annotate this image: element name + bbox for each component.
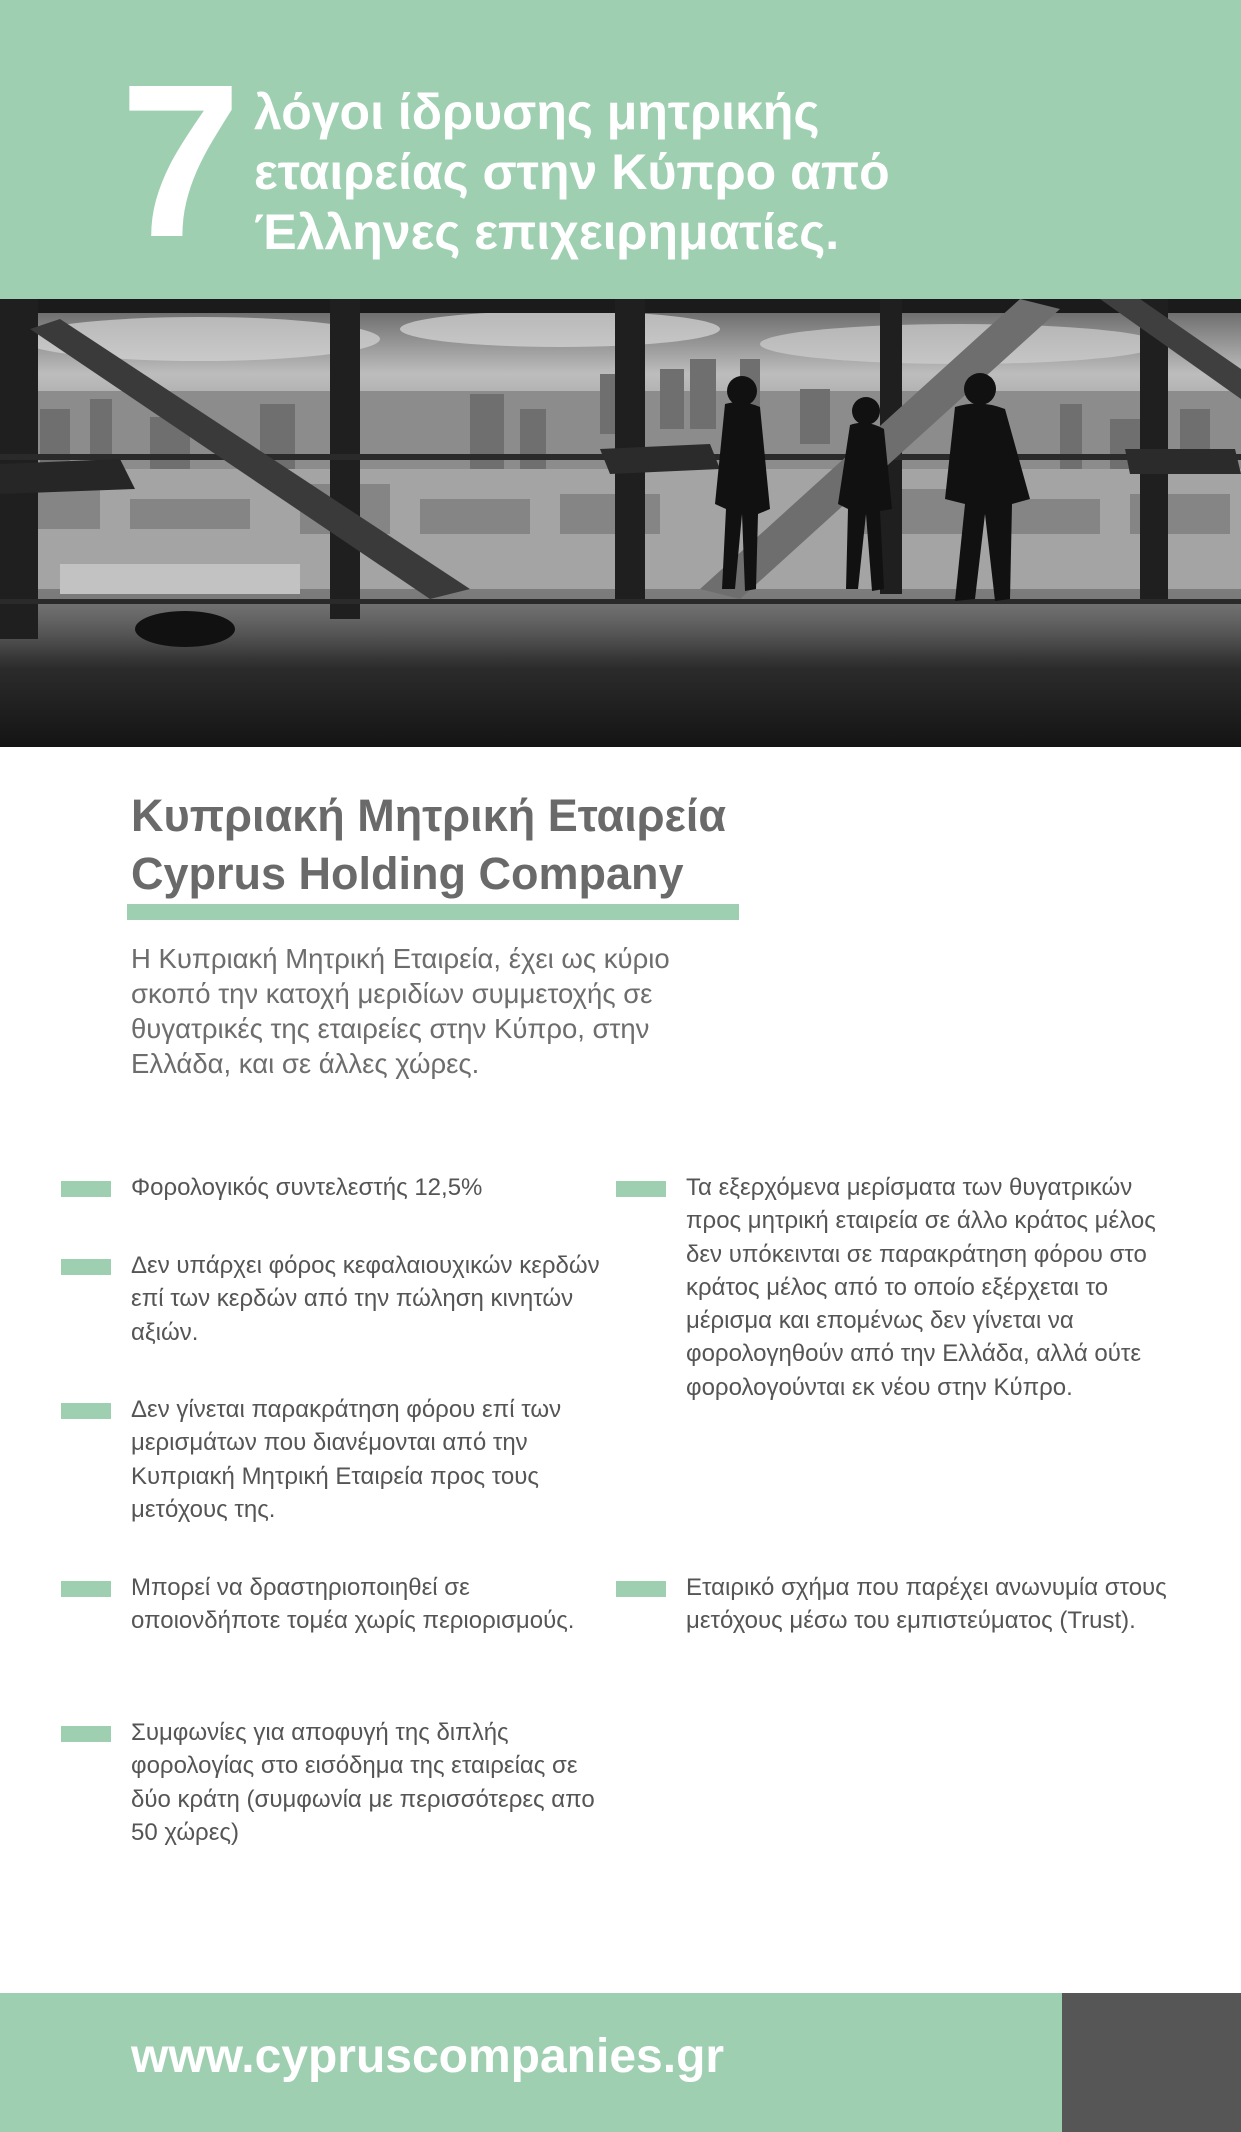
- bullet-marker: [616, 1181, 666, 1197]
- section-title: [131, 787, 771, 903]
- footer-dark-block: [1062, 1993, 1241, 2132]
- benefit-item: [61, 1249, 621, 1349]
- benefit-item: [616, 1571, 1176, 1638]
- bullet-marker: [61, 1181, 111, 1197]
- intro-paragraph: Η Κυπριακή Μητρική Εταιρεία, έχει ως κύριο σκοπό την κατοχή μεριδίων συμμετοχής σε θυγατρικές της εταιρείες στην Κύπρο, στην Ελλάδα, και σε άλλες χώρες.: [131, 943, 670, 1079]
- benefit-text: Δεν γίνεται παρακράτηση φόρου επί των μερισμάτων που διανέμονται από την Κυπριακή Μητρική Εταιρεία προς τους μετόχους της.: [131, 1396, 562, 1523]
- title-underline-bar: [127, 904, 739, 920]
- bullet-marker: [61, 1581, 111, 1597]
- benefit-text: Φορολογικός συντελεστής 12,5%: [131, 1174, 483, 1201]
- benefit-text: Δεν υπάρχει φόρος κεφαλαιουχικών κερδών επί των κερδών από την πώληση κινητών αξιών.: [131, 1252, 600, 1346]
- section-title-english: Cyprus Holding Company: [131, 848, 684, 899]
- benefit-text: Συμφωνίες για αποφυγή της διπλής φορολογίας στο εισόδημα της εταιρείας σε δύο κράτη (συμφωνία με περισσότερες απο 50 χώρες): [131, 1719, 595, 1846]
- benefit-item: [61, 1171, 621, 1204]
- benefit-text: Τα εξερχόμενα μερίσματα των θυγατρικών προς μητρική εταιρεία σε άλλο κράτος μέλος δεν υπόκεινται σε παρακράτηση φόρου στο κράτος μέλος από το οποίο εξέρχεται το μέρισμα και επομένως δεν γίνεται να φορολογηθούν από την Ελλάδα, αλλά ούτε φορολογούνται εκ νέου στην Κύπρο.: [686, 1174, 1156, 1401]
- office-skyline-photo: [0, 299, 1241, 747]
- bullet-marker: [61, 1403, 111, 1419]
- benefit-text: Εταιρικό σχήμα που παρέχει ανωνυμία στους μετόχους μέσω του εμπιστεύματος (Trust).: [686, 1574, 1167, 1635]
- header-title: [254, 82, 1014, 262]
- bullet-marker: [616, 1581, 666, 1597]
- header-title-line: εταιρείας στην Κύπρο από: [254, 144, 890, 200]
- benefit-item: [616, 1171, 1176, 1404]
- benefit-text: Μπορεί να δραστηριοποιηθεί σε οποιονδήποτε τομέα χωρίς περιορισμούς.: [131, 1574, 575, 1635]
- bullet-marker: [61, 1726, 111, 1742]
- header-number: 7: [120, 40, 236, 283]
- header-title-line: λόγοι ίδρυσης μητρικής: [254, 84, 820, 140]
- bullet-marker: [61, 1259, 111, 1275]
- benefit-item: [61, 1716, 621, 1849]
- benefit-item: [61, 1393, 621, 1526]
- header-banner: [0, 0, 1241, 299]
- benefit-item: [61, 1571, 621, 1638]
- section-title-greek: Κυπριακή Μητρική Εταιρεία: [131, 790, 727, 841]
- header-title-line: Έλληνες επιχειρηματίες.: [254, 204, 840, 260]
- website-url: www.cypruscompanies.gr: [131, 2030, 725, 2083]
